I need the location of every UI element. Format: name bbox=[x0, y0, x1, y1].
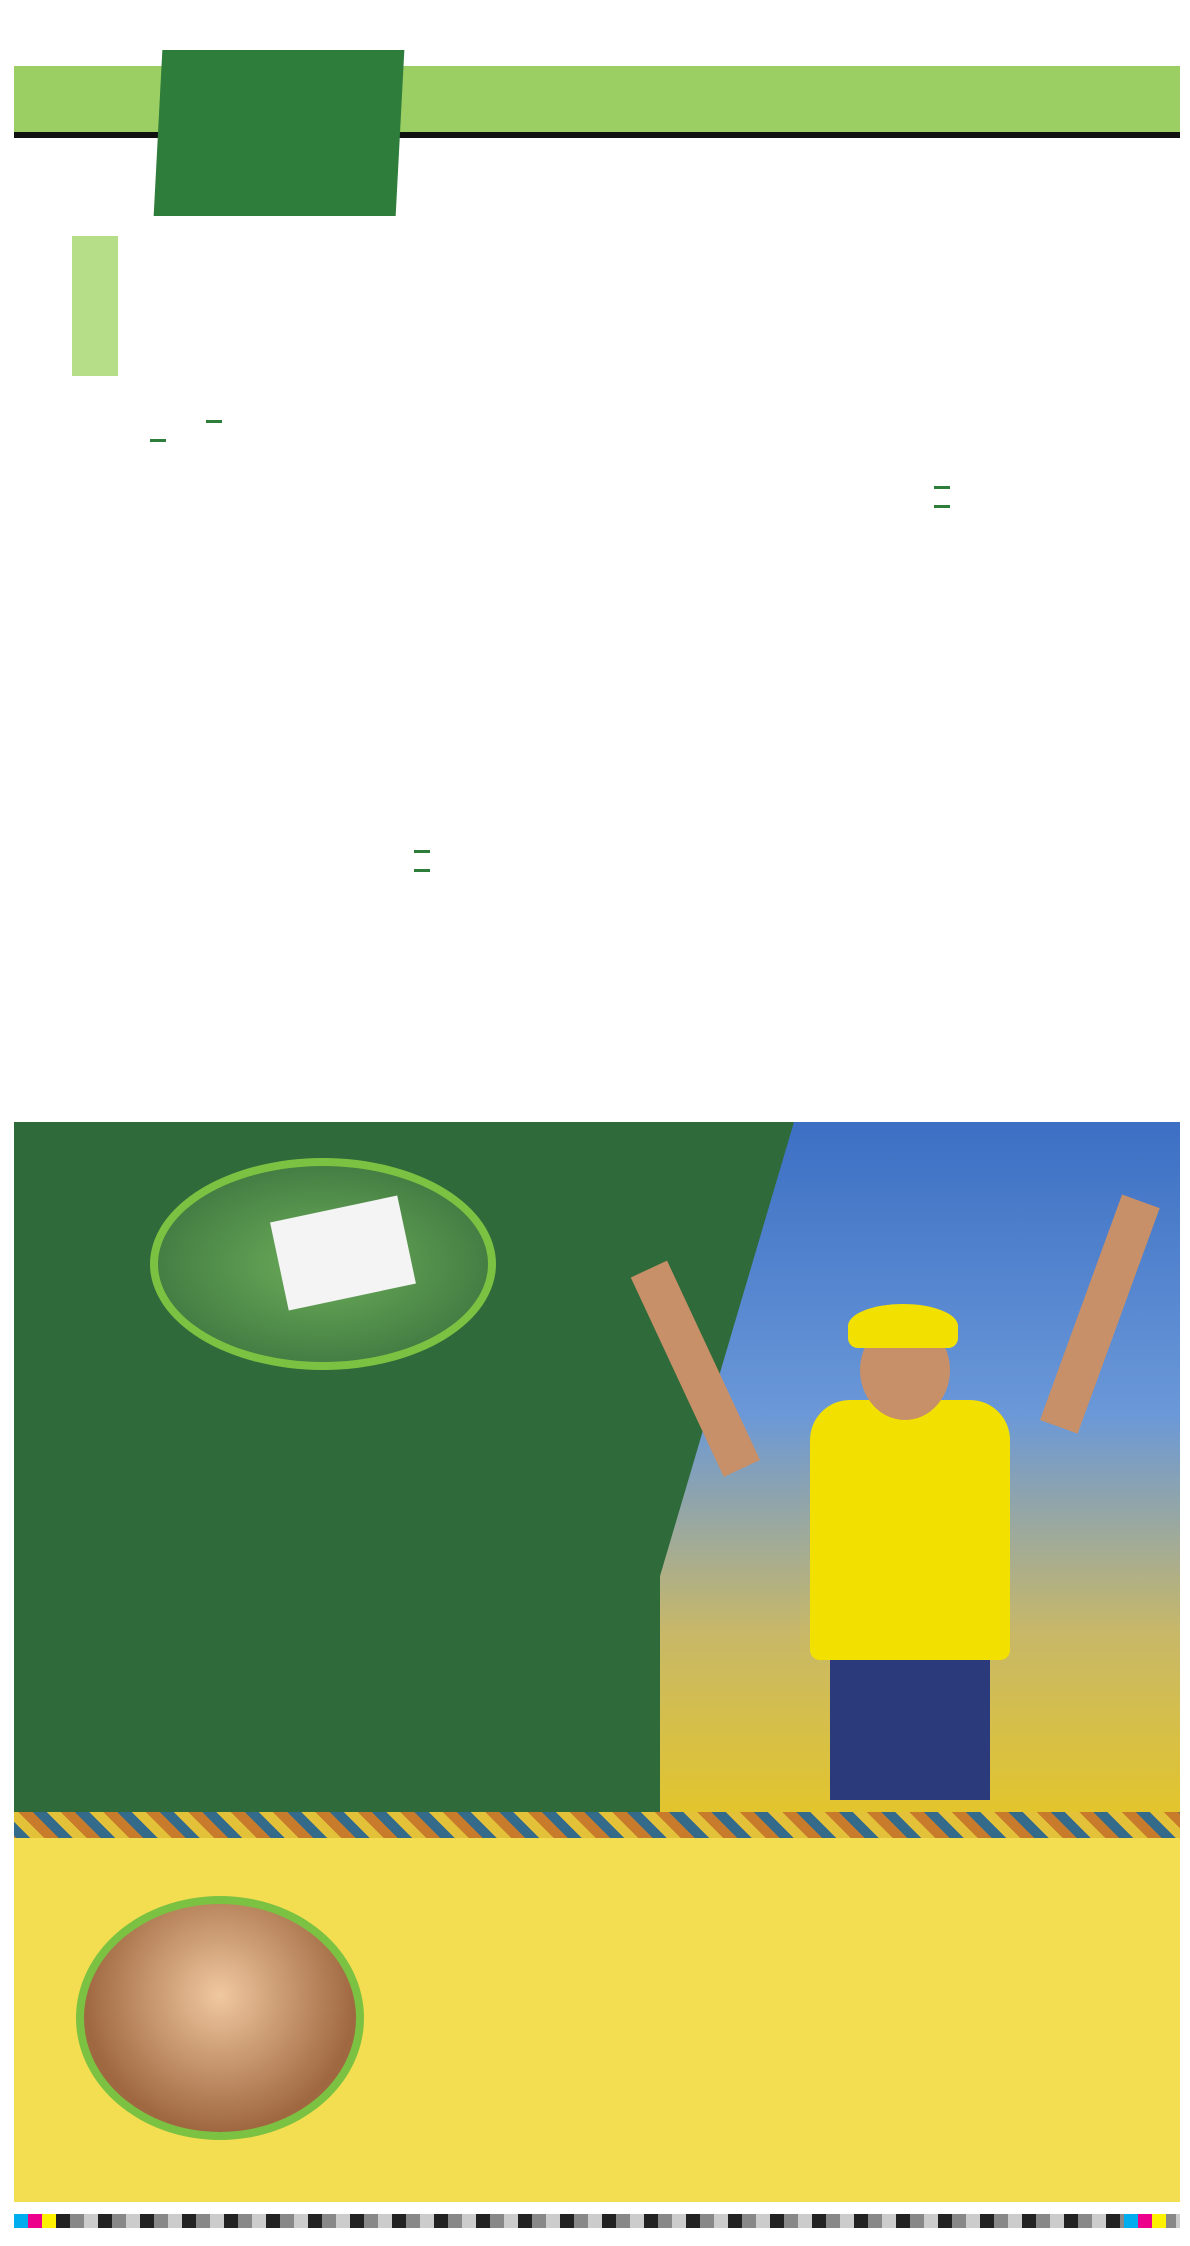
noticia-tab bbox=[72, 236, 118, 376]
figure-legs bbox=[830, 1660, 990, 1800]
article-column-1b bbox=[150, 412, 402, 450]
article-column-1 bbox=[190, 236, 402, 238]
article-column-4 bbox=[934, 478, 1178, 516]
color-swatch-magenta bbox=[28, 2214, 42, 2228]
candidate-figure bbox=[720, 1240, 1100, 1800]
subhead-cambio-radical bbox=[414, 850, 430, 853]
subhead-partido-liberal bbox=[206, 420, 222, 423]
supporter-sign bbox=[270, 1195, 416, 1310]
ad-side-label bbox=[20, 1130, 38, 1330]
color-swatch-yellow bbox=[42, 2214, 56, 2228]
subhead-izquierda bbox=[934, 505, 950, 508]
subhead-conservatismo bbox=[150, 439, 166, 442]
subhead-independientes bbox=[934, 486, 950, 489]
figure-shirt bbox=[810, 1400, 1010, 1660]
supporters-photo-oval bbox=[150, 1158, 496, 1370]
color-swatch-yellow bbox=[1152, 2214, 1166, 2228]
color-swatch-magenta bbox=[1138, 2214, 1152, 2228]
article-column-2 bbox=[414, 842, 662, 880]
color-swatch-cyan bbox=[1124, 2214, 1138, 2228]
printer-color-bar bbox=[14, 2214, 1180, 2228]
section-flag bbox=[154, 50, 405, 216]
subhead-uribismo bbox=[414, 869, 430, 872]
color-swatch-cyan bbox=[14, 2214, 28, 2228]
figure-cap bbox=[848, 1304, 958, 1348]
children-photo-oval bbox=[76, 1896, 364, 2140]
